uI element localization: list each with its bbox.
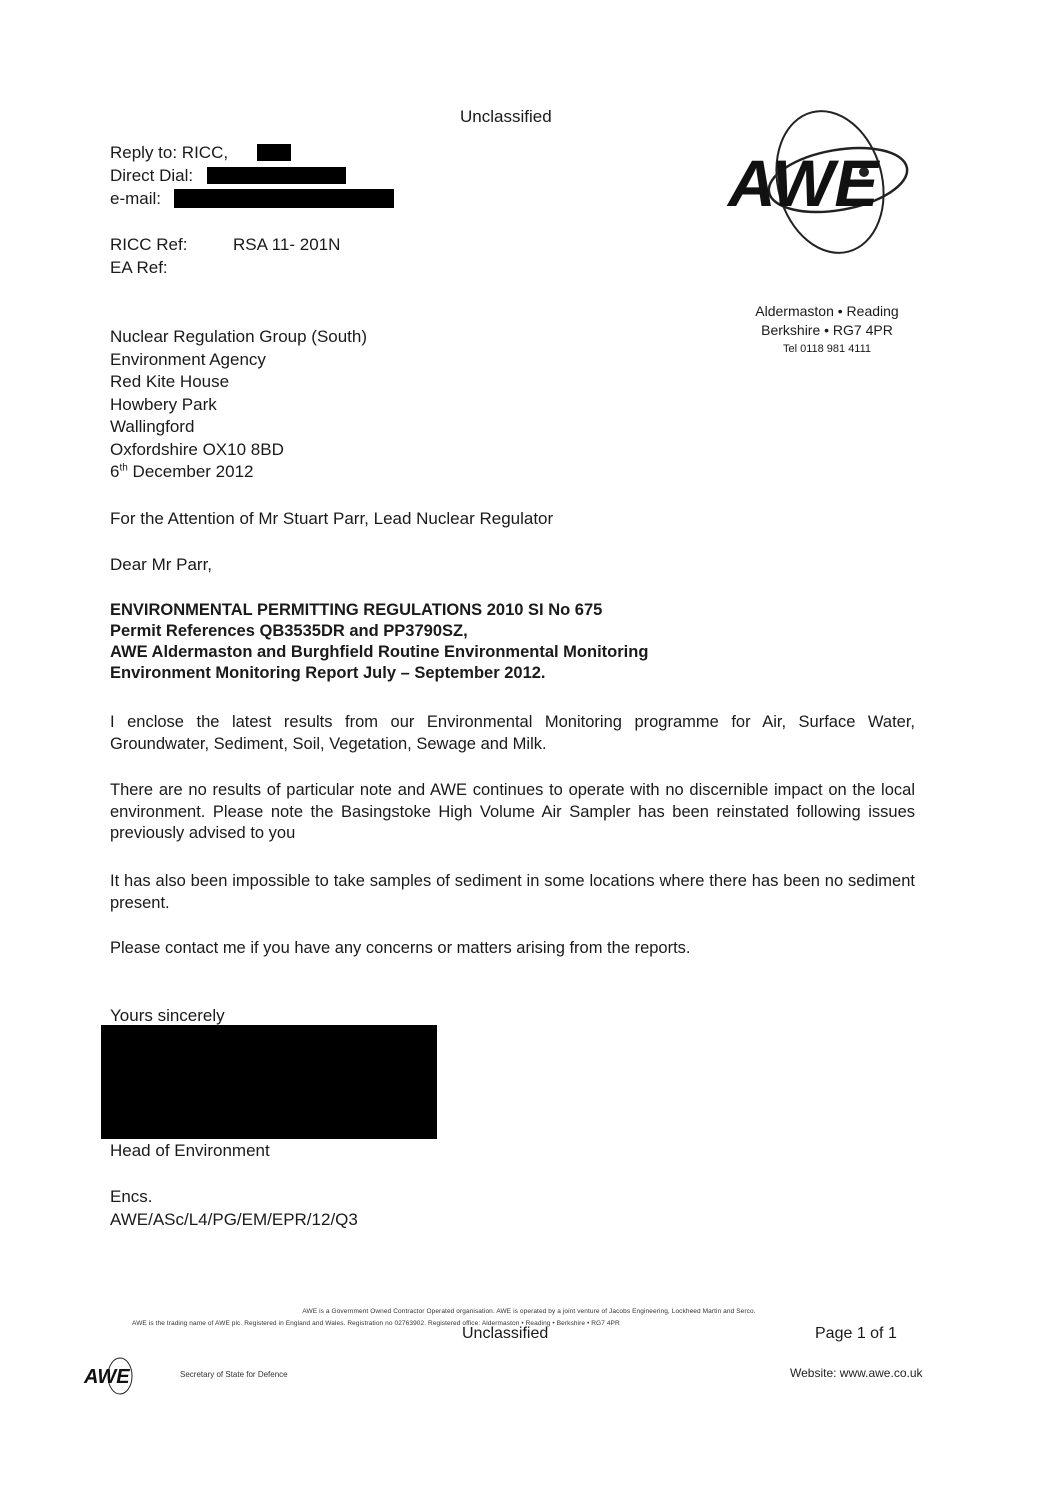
ricc-ref-label: RICC Ref: bbox=[110, 235, 188, 254]
enclosures-label: Encs. bbox=[110, 1187, 153, 1206]
email-label: e-mail: bbox=[110, 189, 162, 208]
classification-top: Unclassified bbox=[460, 107, 552, 126]
redaction-box bbox=[207, 167, 346, 184]
website: Website: www.awe.co.uk bbox=[790, 1366, 923, 1380]
address-line: Environment Agency bbox=[110, 349, 266, 369]
address-line: Berkshire • RG7 4PR bbox=[761, 322, 893, 338]
subject-line: Environment Monitoring Report July – September 2012. bbox=[110, 664, 546, 682]
footer-logo-text: AWE bbox=[84, 1366, 130, 1388]
secretary-of-state: Secretary of State for Defence bbox=[180, 1370, 288, 1379]
closing: Yours sincerely bbox=[110, 1006, 225, 1025]
date-suffix: th bbox=[119, 462, 128, 474]
address-line: Aldermaston • Reading bbox=[755, 303, 899, 319]
redaction-box bbox=[174, 189, 394, 208]
ea-ref-label: EA Ref: bbox=[110, 258, 168, 277]
recipient-address bbox=[110, 326, 367, 484]
body-paragraph: It has also been impossible to take samples of sediment in some locations where there has been no sediment present. bbox=[110, 872, 915, 912]
footer-legal-line: AWE is the trading name of AWE plc. Registered in England and Wales. Registration no 02763902. Registered office: Aldermaston • Reading • Berkshire • RG7 4PR bbox=[132, 1320, 620, 1327]
direct-dial-label: Direct Dial: bbox=[110, 166, 194, 185]
awe-logo bbox=[720, 100, 940, 260]
page-number: Page 1 of 1 bbox=[815, 1325, 897, 1342]
footer-legal-line: AWE is a Government Owned Contractor Operated organisation. AWE is operated by a joint venture of Jacobs Engineering, Lockheed Martin and Serco. bbox=[302, 1308, 756, 1315]
address-line: Howbery Park bbox=[110, 394, 217, 414]
body-paragraph: There are no results of particular note and AWE continues to operate with no discernible impact on the local environment. Please note the Basingstoke High Volume Air Sampler has been reinstated following issues previously advised to you bbox=[110, 781, 915, 842]
address-line: Wallingford bbox=[110, 417, 195, 436]
address-line: Oxfordshire OX10 8BD bbox=[110, 439, 284, 459]
subject-line: Permit References QB3535DR and PP3790SZ, bbox=[110, 622, 468, 640]
subject-line: AWE Aldermaston and Burghfield Routine Environmental Monitoring bbox=[110, 643, 649, 661]
address-line: Red Kite House bbox=[110, 372, 230, 391]
date-day: 6 bbox=[110, 462, 120, 481]
subject-line: ENVIRONMENTAL PERMITTING REGULATIONS 2010 SI No 675 bbox=[110, 601, 603, 619]
subject-block bbox=[110, 600, 648, 684]
reply-to-label: Reply to: RICC, bbox=[110, 143, 229, 162]
company-address bbox=[737, 302, 917, 359]
signatory-title: Head of Environment bbox=[110, 1141, 270, 1160]
enclosure-reference: AWE/ASc/L4/PG/EM/EPR/12/Q3 bbox=[110, 1210, 358, 1229]
address-line: Nuclear Regulation Group (South) bbox=[110, 327, 368, 346]
body-paragraph: I enclose the latest results from our Environmental Monitoring programme for Air, Surface Water, Groundwater, Sediment, Soil, Vegetation, Sewage and Milk. bbox=[110, 713, 915, 753]
attention-line: For the Attention of Mr Stuart Parr, Lead Nuclear Regulator bbox=[110, 509, 554, 528]
atom-orbit-icon bbox=[720, 100, 940, 260]
redaction-box bbox=[257, 144, 291, 161]
logo-text: AWE bbox=[728, 146, 879, 220]
salutation: Dear Mr Parr, bbox=[110, 555, 213, 574]
footer-awe-logo bbox=[82, 1356, 152, 1396]
body-paragraph: Please contact me if you have any concerns or matters arising from the reports. bbox=[110, 939, 691, 957]
classification-bottom: Unclassified bbox=[462, 1325, 549, 1342]
signature-redaction bbox=[101, 1025, 437, 1139]
letter-date bbox=[110, 461, 367, 484]
date-rest: December 2012 bbox=[127, 462, 254, 481]
telephone: Tel 0118 981 4111 bbox=[782, 343, 872, 355]
ricc-ref-value: RSA 11- 201N bbox=[233, 235, 341, 254]
atom-orbit-icon bbox=[82, 1356, 152, 1396]
